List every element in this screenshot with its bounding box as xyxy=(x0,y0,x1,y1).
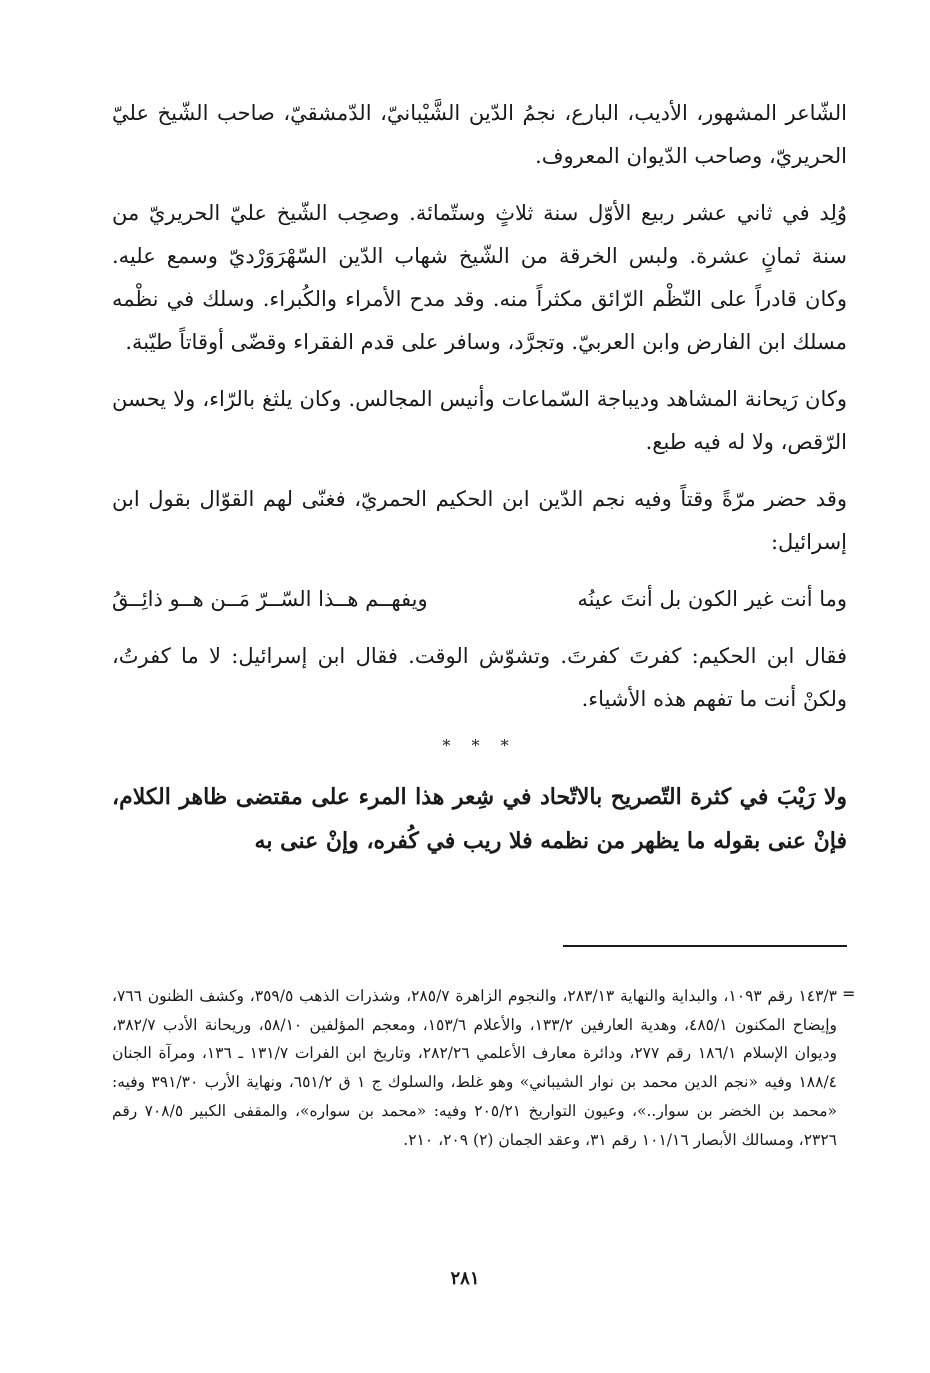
paragraph-commentary: ولا رَيْبَ في كثرة التّصريح بالاتّحاد في شِعر هذا المرء على مقتضى ظاهر الكلام، فإنْ عنى بقوله ما يظهر من نظمه فلا ريب في كُفره، وإنْ عنى به xyxy=(112,784,847,854)
section-separator: * * * xyxy=(442,736,517,755)
paragraph-anecdote: وقد حضر مرّةً وقتاً وفيه نجم الدّين ابن الحكيم الحمريّ، فغنّى لهم القوّال بقول ابن إسرائيل: xyxy=(112,487,847,554)
paragraph-character: وكان رَيحانة المشاهد وديباجة السّماعات وأنيس المجالس. وكان يلثغ بالرّاء، ولا يحسن الرّقص، ولا له فيه طبع. xyxy=(112,387,847,454)
footnote-text: ١٤٣/٣ رقم ١٠٩٣، والبداية والنهاية ٢٨٣/١٣، والنجوم الزاهرة ٢٨٥/٧، وشذرات الذهب ٣٥٩/٥، وكشف الظنون ٧٦٦، وإيضاح المكنون ٤٨٥/١، وهدية العارفين ١٣٣/٢، والأعلام ١٥٣/٦، ومعجم المؤلفين ٥٨/١٠، وريحانة الأدب ٣٨٢/٧، وديوان الإسلام ١٨٦/١ رقم ٢٧٧، ودائرة معارف الأعلمي ٢٨٢/٢٦، وتاريخ ابن الفرات ١٣١/٧ ـ ١٣٦، ومرآة الجنان ١٨٨/٤ وفيه «نجم الدين محمد بن نوار الشيباني» وهو غلط، والسلوك ج ١ ق ٦٥١/٢، ونهاية الأرب ٣٩١/٣٠ وفيه: «محمد بن الخضر بن سوار..»، وعيون التواريخ ٢٠٥/٢١ وفيه: «محمد بن سواره»، والمقفى الكبير ٧٠٨/٥ رقم ٢٣٢٦، ومسالك الأبصار ١٠١/١٦ رقم ٣١، وعقد الجمان (٢) ٢٠٩، ٢١٠. xyxy=(112,987,837,1149)
main-text xyxy=(112,92,847,863)
verse-second-hemistich: ويفهــم هــذا السّــرّ مَــن هــو ذائِــقُ xyxy=(112,587,428,611)
paragraph-biography: وُلِد في ثاني عشر ربيع الأوّل سنة ثلاثٍ وستّمائة. وصحِب الشّيخ عليّ الحريريّ من سنة ثمانٍ عشرة. ولبس الخرقة من الشّيخ شهاب الدّين السّهْرَوَرْديّ وسمع عليه. وكان قادراً على النّظْم الرّائق مكثراً منه. وقد مدح الأمراء والكُبراء. وسلك في نظْمه مسلك ابن الفارض وابن العربيّ. وتجرَّد، وسافر على قدم الفقراء وقضّى أوقاتاً طيّبة. xyxy=(112,201,847,354)
paragraph-after-verse: فقال ابن الحكيم: كفرتَ كفرتَ. وتشوّش الوقت. فقال ابن إسرائيل: لا ما كفرتُ، ولكنْ أنت ما تفهم هذه الأشياء. xyxy=(112,644,847,711)
poetry-verse xyxy=(112,578,847,621)
paragraph-intro: الشّاعر المشهور، الأديب، البارع، نجمُ الدّين الشَّيْبانيّ، الدّمشقيّ، صاحب الشّيخ عليّ الحريريّ، وصاحب الدّيوان المعروف. xyxy=(112,101,847,168)
page-number: ٢٨١ xyxy=(450,1268,480,1289)
footnote-continuation-marker: = xyxy=(842,984,856,1003)
verse-first-hemistich: وما أنت غير الكون بل أنتَ عينُه xyxy=(577,587,847,611)
footnote-divider xyxy=(563,945,847,947)
